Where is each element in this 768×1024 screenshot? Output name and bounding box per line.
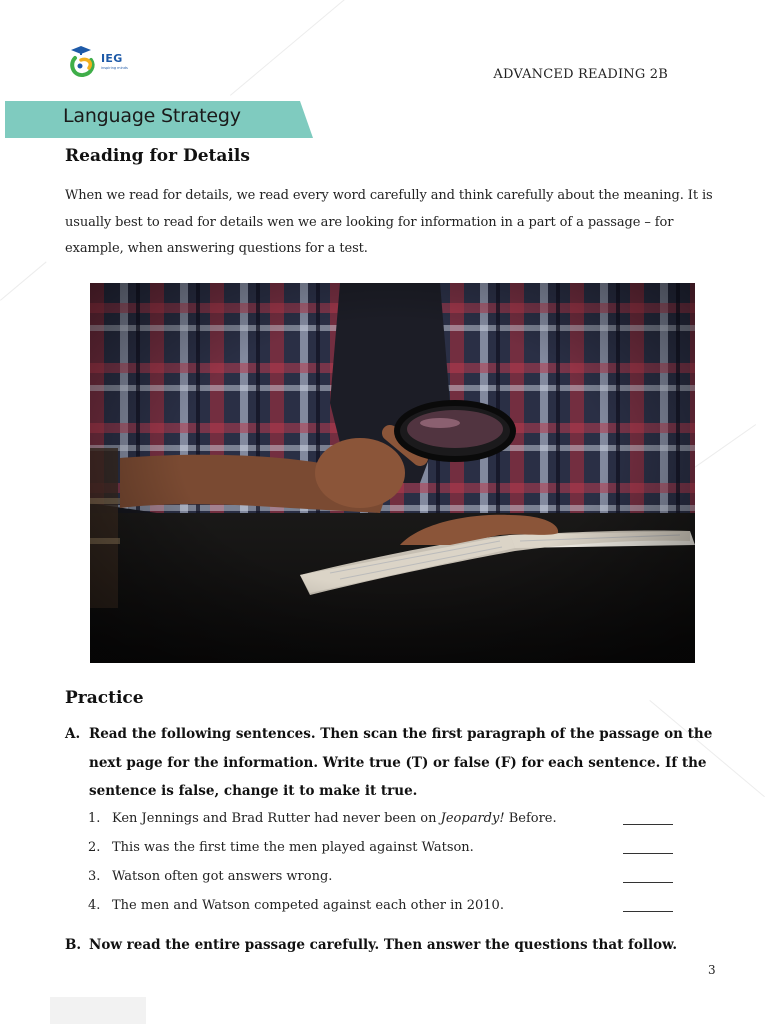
document-title: ADVANCED READING 2B bbox=[493, 67, 668, 82]
question-b-letter: B. bbox=[65, 937, 82, 953]
answer-blank[interactable] bbox=[623, 823, 673, 825]
answer-blank[interactable] bbox=[623, 881, 673, 883]
intro-paragraph: When we read for details, we read every word carefully and think carefully about the meaning. It is usually best to read for details wen we are looking for information in a part of a passage – for example, when answering questions for a test. bbox=[65, 188, 713, 256]
item-text: This was the first time the men played against Watson. bbox=[112, 840, 474, 855]
decorative-line bbox=[690, 424, 756, 471]
item-text: Ken Jennings and Brad Rutter had never been on Jeopardy! Before. bbox=[112, 811, 557, 826]
statement-item bbox=[88, 895, 688, 924]
question-b bbox=[65, 932, 745, 958]
item-number: 1. bbox=[88, 811, 101, 826]
section-heading: Reading for Details bbox=[65, 146, 250, 166]
answer-blank[interactable] bbox=[623, 852, 673, 854]
answer-blank[interactable] bbox=[623, 910, 673, 912]
statement-item bbox=[88, 808, 688, 837]
question-a-letter: A. bbox=[65, 726, 81, 742]
item-text: Watson often got answers wrong. bbox=[112, 869, 333, 884]
item-number: 3. bbox=[88, 869, 101, 884]
item-number: 2. bbox=[88, 840, 101, 855]
statement-item bbox=[88, 837, 688, 866]
item-number: 4. bbox=[88, 898, 101, 913]
decorative-line bbox=[230, 0, 346, 96]
statement-list bbox=[88, 808, 688, 924]
question-a bbox=[65, 720, 725, 806]
banner-label: Language Strategy bbox=[63, 105, 241, 127]
photo-magnifying-glass-book-icon bbox=[90, 283, 695, 663]
decorative-line bbox=[0, 261, 47, 300]
question-b-text: Now read the entire passage carefully. Then answer the questions that follow. bbox=[89, 937, 678, 953]
page-number: 3 bbox=[708, 963, 716, 977]
item-text: The men and Watson competed against each other in 2010. bbox=[112, 898, 504, 913]
question-a-text: Read the following sentences. Then scan the first paragraph of the passage on the next page for the information. Write true (T) or false (F) for each sentence. If the sentence is false, change it to make it true. bbox=[89, 726, 713, 799]
logo-text: IEG bbox=[101, 52, 123, 65]
statement-item bbox=[88, 866, 688, 895]
footer-decoration bbox=[50, 997, 146, 1024]
practice-heading: Practice bbox=[65, 688, 144, 708]
logo-tagline: inspiring minds bbox=[101, 66, 128, 70]
